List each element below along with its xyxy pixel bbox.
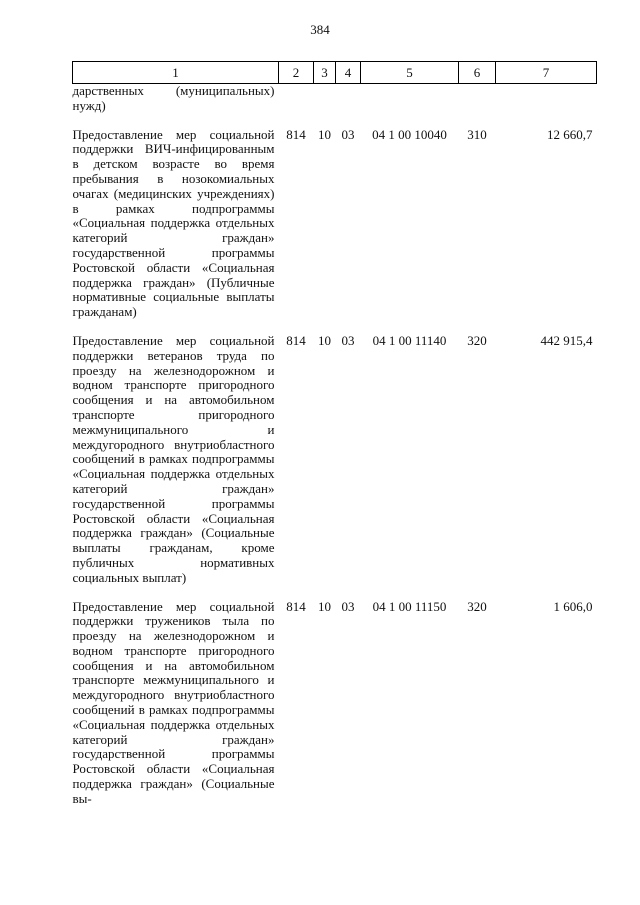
row-col-5: 04 1 00 11150: [372, 598, 447, 614]
row-col-4: 03: [341, 332, 355, 348]
row-col-2: 814: [286, 598, 306, 614]
header-col-1: 1: [73, 62, 279, 84]
row-description: дарственных (муниципальных) нужд): [72, 83, 275, 113]
header-col-4: 4: [336, 62, 361, 84]
table-row: [73, 84, 597, 128]
row-col-4: 03: [341, 126, 355, 142]
header-col-7: 7: [496, 62, 597, 84]
row-col-6: 320: [467, 332, 487, 348]
row-col-3: [314, 84, 336, 128]
page-number: 384: [310, 22, 330, 37]
table-body: [73, 84, 597, 807]
row-col-2: 814: [286, 126, 306, 142]
row-col-6: [459, 84, 496, 128]
row-col-6: 320: [467, 598, 487, 614]
row-col-5: [361, 84, 459, 128]
row-amount: 1 606,0: [553, 598, 593, 614]
row-col-6: 310: [467, 126, 487, 142]
row-col-3: 10: [318, 332, 331, 348]
row-description: Предоставление мер социальной поддержки ВИЧ-инфицированным в детском возрасте во время пребывания в нозокомиальных очагах (медицинских учреждениях) в рамках подпрограммы «Социальная поддержка отдельных категорий граждан» государственной программы Ростовской области «Социальная поддержка граждан» (Публичные нормативные социальные выплаты гражданам): [72, 126, 275, 320]
row-col-4: 03: [341, 598, 355, 614]
row-col-2: 814: [286, 332, 306, 348]
header-col-3: 3: [314, 62, 336, 84]
table-row: [73, 334, 597, 600]
row-description: Предоставление мер социальной поддержки тружеников тыла по проезду на железнодорожном и водном транспорте пригородного сообщения и на автомобильном транспорте межмуниципального и междугородного внутриобластного сообщений в рамках подпрограммы «Социальная поддержка отдельных категорий граждан» государственной программы Ростовской области «Социальная поддержка граждан» (Социальные вы-: [72, 598, 275, 806]
header-row: [73, 62, 597, 84]
row-amount: 12 660,7: [547, 126, 593, 142]
row-amount: 442 915,4: [540, 332, 593, 348]
row-col-4: [336, 84, 361, 128]
budget-table: [72, 61, 597, 807]
row-col-2: [279, 84, 314, 128]
header-col-6: 6: [459, 62, 496, 84]
table-header: [73, 62, 597, 84]
header-col-2: 2: [279, 62, 314, 84]
table-row: [73, 128, 597, 334]
row-amount: [496, 84, 597, 128]
row-col-3: 10: [318, 598, 331, 614]
row-col-5: 04 1 00 10040: [372, 126, 447, 142]
header-col-5: 5: [361, 62, 459, 84]
row-col-3: 10: [318, 126, 331, 142]
row-col-5: 04 1 00 11140: [372, 332, 447, 348]
row-description: Предоставление мер социальной поддержки ветеранов труда по проезду на железнодорожном и водном транспорте пригородного сообщения и на автомобильном транспорте пригородного межмуниципального и междугородного внутриобластного сообщений в рамках подпрограммы «Социальная поддержка отдельных категорий граждан» государственной программы Ростовской области «Социальная поддержка граждан» (Социальные выплаты гражданам, кроме публичных нормативных социальных выплат): [72, 332, 275, 585]
table-row: [73, 600, 597, 807]
